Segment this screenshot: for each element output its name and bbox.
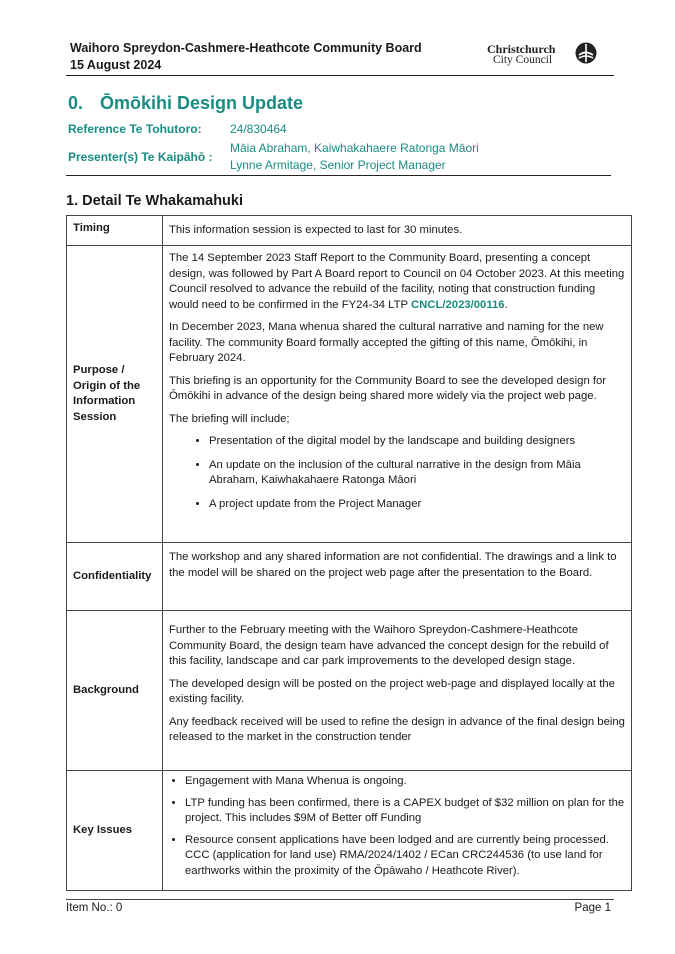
purpose-p3: This briefing is an opportunity for the Community Board to see the developed design for Ōmōkihi in advance of the design being shared more widely via the project web page.	[169, 374, 607, 402]
reference-value: 24/830464	[230, 122, 287, 136]
background-p1: Further to the February meeting with the Waihoro Spreydon-Cashmere-Heathcote Community Board, the design team have advanced the concept design for the rebuild of this facility, landscape and car park improvements to the developed design stage.	[169, 624, 609, 667]
table-row	[67, 543, 632, 611]
page-title	[68, 93, 303, 114]
header-rule	[66, 75, 614, 76]
purpose-paragraph	[169, 251, 625, 313]
purpose-cell	[163, 246, 632, 543]
purpose-p1: The 14 September 2023 Staff Report to the Community Board, presenting a concept design, was followed by Part A Board report to Council on 04 October 2023. At this meeting Council resolved to advance the rebuild of the facility, noting that construction funding would need to be confirmed in the FY24-34 LTP	[169, 252, 625, 311]
list-item: • Engagement with Mana Whenua is ongoing.	[185, 774, 625, 790]
confidentiality-label: Confidentiality	[67, 543, 163, 611]
key-issues-cell	[163, 771, 632, 891]
list-item: • An update on the inclusion of the cultural narrative in the design from Māia Abraham, Kaiwhakahaere Ratonga Māori	[209, 458, 625, 489]
list-item: • Presentation of the digital model by the landscape and building designers	[209, 434, 625, 450]
background-label: Background	[67, 611, 163, 771]
presenter-1: Māia Abraham, Kaiwhakahaere Ratonga Māori	[230, 141, 479, 155]
timing-text: This information session is expected to last for 30 minutes.	[163, 216, 632, 246]
table-row	[67, 611, 632, 771]
item-number-footer: Item No.: 0	[66, 902, 123, 914]
background-cell	[163, 611, 632, 771]
section-heading: 1. Detail Te Whakamahuki	[66, 193, 244, 209]
purpose-p4: The briefing will include;	[169, 412, 290, 425]
table-row	[67, 246, 632, 543]
resolution-link[interactable]: CNCL/2023/00116	[410, 298, 505, 311]
confidentiality-text: The workshop and any shared information are not confidential. The drawings and a link to the model will be shared on the project web page after the presentation to the Board.	[163, 543, 632, 611]
presenter-2: Lynne Armitage, Senior Project Manager	[230, 158, 446, 172]
list-item: • LTP funding has been confirmed, there is a CAPEX budget of $32 million on plan for the project. This includes $9M of Better off Funding	[185, 796, 625, 827]
key-issues-label: Key Issues	[67, 771, 163, 891]
key-issues-list	[163, 774, 625, 879]
title-rule	[66, 175, 611, 176]
detail-table	[66, 215, 632, 891]
reference-label: Reference Te Tohutoro:	[68, 122, 202, 136]
background-p2: The developed design will be posted on the project web-page and displayed locally at the existing facility.	[169, 677, 615, 705]
table-row	[67, 216, 632, 246]
list-item: • A project update from the Project Manager	[209, 497, 625, 513]
council-logo	[487, 42, 597, 68]
background-p3: Any feedback received will be used to refine the design in advance of the final design being released to the market in the construction tender	[169, 715, 625, 743]
list-item: • Resource consent applications have been lodged and are currently being processed. CCC (application for land use) RMA/2024/1402 / ECan CRC244536 (to use land for earthworks within the proximity of the Ōpāwaho / Heathcote River).	[185, 833, 625, 880]
page-number: Page 1	[574, 902, 611, 914]
council-emblem-icon	[575, 42, 597, 64]
purpose-p1-end: .	[504, 298, 508, 311]
board-name: Waihoro Spreydon-Cashmere-Heathcote Community Board	[70, 41, 422, 55]
briefing-list	[169, 434, 625, 512]
logo-line-1: Christchurch	[487, 42, 556, 56]
presenter-label: Presenter(s) Te Kaipāhō :	[68, 150, 213, 164]
logo-line-2: City Council	[493, 54, 553, 66]
purpose-p2: In December 2023, Mana whenua shared the cultural narrative and naming for the new facility. The community Board formally accepted the gifting of this name, Ōmōkihi, in February 2024.	[169, 321, 604, 364]
table-row	[67, 771, 632, 891]
timing-label: Timing	[67, 216, 163, 246]
purpose-label: Purpose / Origin of the Information Session	[67, 246, 163, 543]
item-number: 0.	[68, 93, 84, 113]
meeting-date: 15 August 2024	[70, 58, 162, 72]
item-title: Ōmōkihi Design Update	[100, 93, 304, 113]
footer-rule	[66, 899, 614, 900]
